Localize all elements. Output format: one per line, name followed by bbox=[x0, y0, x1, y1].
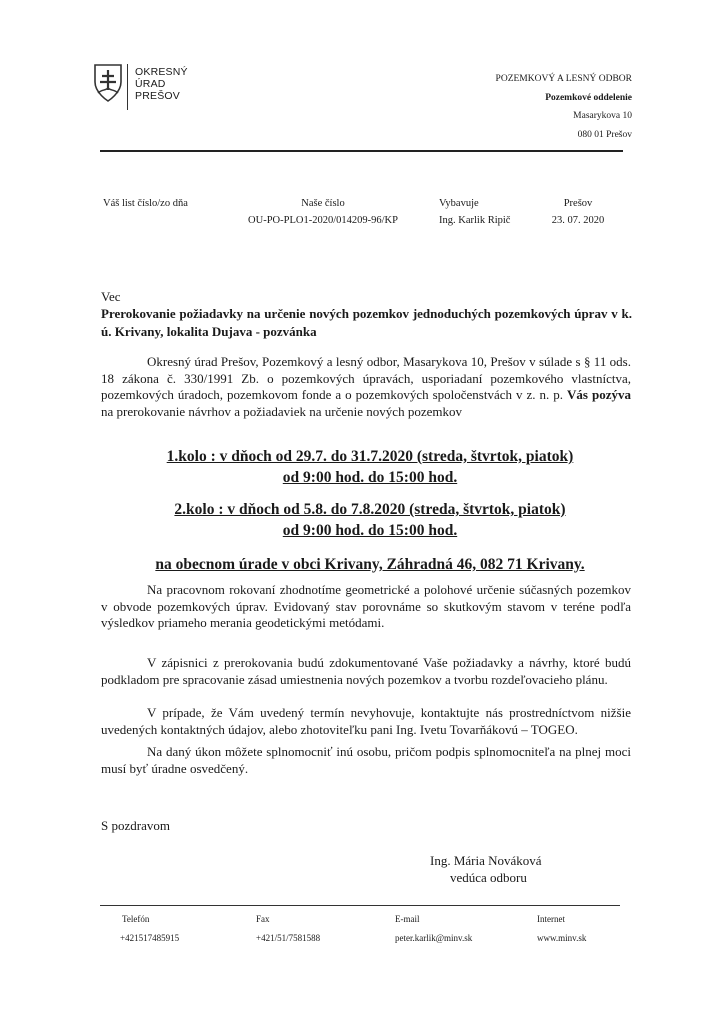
footer-internet bbox=[537, 910, 586, 948]
paragraph-assessment: Na pracovnom rokovaní zhodnotíme geometrické a polohové určenie súčasných pozemkov v obvode pozemkových úprav. Evidovaný stav porovnáme so skutkovým stavom v teréne podľa výsledkov priameho merania geodetickými metódami. bbox=[101, 582, 631, 630]
signature-block bbox=[430, 852, 542, 886]
round-dates: 2.kolo : v dňoch od 5.8. do 7.8.2020 (streda, štvrtok, piatok) bbox=[174, 501, 566, 518]
office-name-line: ÚRAD bbox=[135, 78, 166, 90]
footer-label: E-mail bbox=[395, 914, 420, 924]
header-rule bbox=[100, 150, 623, 152]
intro-emphasis: Vás pozýva bbox=[567, 387, 631, 402]
logo-divider bbox=[127, 64, 128, 110]
paragraph-minutes: V zápisnici z prerokovania budú zdokumentované Vaše požiadavky a návrhy, ktoré budú podkladom pre spracovanie zásad umiestnenia nových pozemkov a tvorbu rozdeľovacieho plánu. bbox=[101, 655, 631, 687]
ref-your-letter bbox=[103, 195, 188, 212]
ref-value: Ing. Karlik Ripič bbox=[439, 215, 511, 226]
intro-rest: na prerokovanie návrhov a požiadaviek na určenie nových pozemkov bbox=[101, 403, 462, 419]
ref-value: 23. 07. 2020 bbox=[551, 215, 605, 226]
subject-label: Vec bbox=[101, 289, 121, 304]
signatory-name: Ing. Mária Nováková bbox=[430, 853, 542, 868]
footer-label: Fax bbox=[256, 914, 270, 924]
round-2 bbox=[90, 499, 650, 541]
signatory-title: vedúca odboru bbox=[450, 870, 527, 885]
street: Masarykova 10 bbox=[573, 111, 632, 121]
intro-paragraph bbox=[101, 354, 631, 420]
footer-value: +421517485915 bbox=[120, 933, 180, 943]
office-name-line: OKRESNÝ bbox=[135, 66, 188, 78]
ref-our-number bbox=[233, 195, 413, 229]
department-address bbox=[496, 70, 632, 144]
subject-title: Prerokovanie požiadavky na určenie nových pozemkov jednoduchých pozemkových úprav v k. ú. Krivany, lokalita Dujava - pozvánka bbox=[101, 306, 632, 339]
coat-of-arms-logo bbox=[92, 62, 124, 104]
round-hours: od 9:00 hod. do 15:00 hod. bbox=[282, 469, 458, 486]
footer-fax bbox=[256, 910, 320, 948]
venue-text: na obecnom úrade v obci Krivany, Záhradná 46, 082 71 Krivany. bbox=[155, 556, 585, 573]
ref-value: OU-PO-PLO1-2020/014209-96/KP bbox=[248, 215, 398, 226]
round-dates: 1.kolo : v dňoch od 29.7. do 31.7.2020 (streda, štvrtok, piatok) bbox=[166, 448, 574, 465]
closing: S pozdravom bbox=[101, 818, 170, 833]
ref-label: Prešov bbox=[563, 198, 593, 209]
office-name-line: PREŠOV bbox=[135, 90, 180, 102]
footer-email bbox=[395, 910, 472, 948]
ref-label: Vybavuje bbox=[439, 198, 479, 209]
venue bbox=[90, 554, 650, 575]
footer-label: Internet bbox=[537, 914, 565, 924]
footer-rule bbox=[100, 905, 620, 906]
footer-label: Telefón bbox=[122, 914, 150, 924]
city: 080 01 Prešov bbox=[577, 129, 632, 140]
paragraph-contact: V prípade, že Vám uvedený termín nevyhovuje, kontaktujte nás prostredníctvom nižšie uvedených kontaktných údajov, alebo zhotoviteľku pani Ing. Ivetu Tovarňákovú – TOGEO. bbox=[101, 705, 631, 737]
ref-label: Váš list číslo/zo dňa bbox=[103, 198, 188, 209]
footer-value: peter.karlik@minv.sk bbox=[395, 933, 473, 943]
section-name: Pozemkové oddelenie bbox=[545, 92, 632, 103]
department-name: POZEMKOVÝ A LESNÝ ODBOR bbox=[495, 74, 632, 84]
ref-handled-by bbox=[439, 195, 510, 229]
footer-phone bbox=[122, 910, 179, 948]
ref-label: Naše číslo bbox=[301, 198, 345, 209]
round-1 bbox=[90, 446, 650, 488]
footer-value: +421/51/7581588 bbox=[256, 933, 321, 943]
office-name bbox=[135, 66, 188, 102]
round-hours: od 9:00 hod. do 15:00 hod. bbox=[282, 522, 458, 539]
footer-value: www.minv.sk bbox=[537, 933, 587, 943]
intro-text: Okresný úrad Prešov, Pozemkový a lesný odbor, Masarykova 10, Prešov v súlade s § 11 ods. 18 zákona č. 330/1991 Zb. o pozemkových úpravách, usporiadaní pozemkového vlastníctva, pozemkových úradoch, pozemkovom fonde a o pozemkových spoločenstvách v z. n. p. bbox=[101, 354, 631, 402]
paragraph-proxy: Na daný úkon môžete splnomocniť inú osobu, pričom podpis splnomocniteľa na plnej moci musí byť úradne osvedčený. bbox=[101, 744, 631, 776]
ref-place-date bbox=[544, 195, 612, 229]
